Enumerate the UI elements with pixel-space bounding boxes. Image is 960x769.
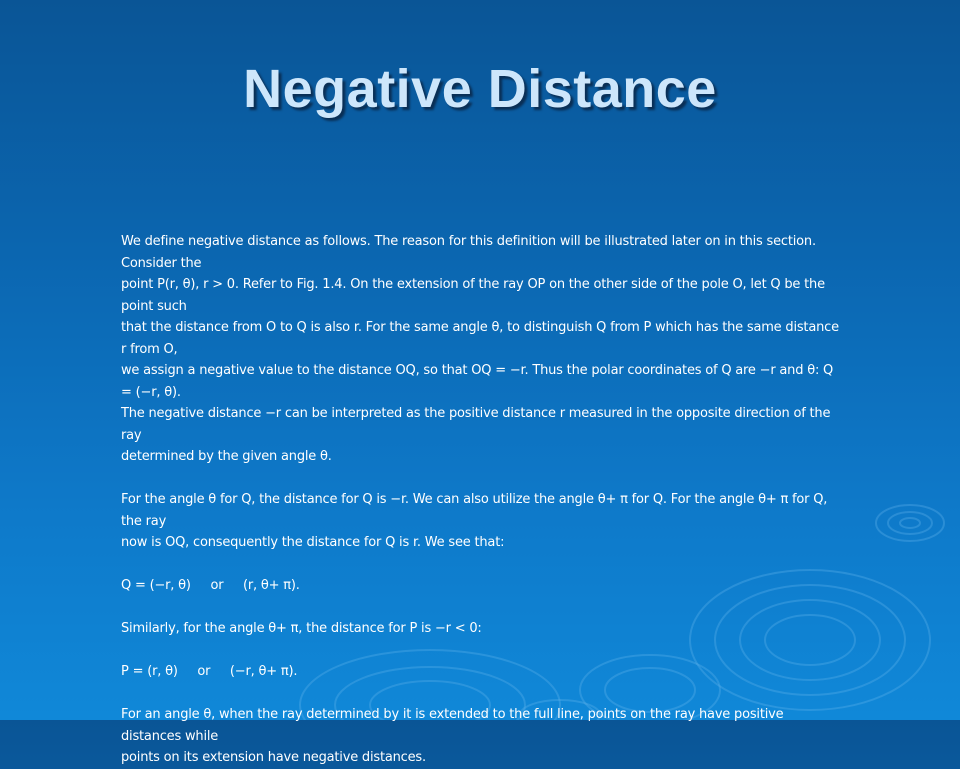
body-line: point P(r, θ), r > 0. Refer to Fig. 1.4. On the extension of the ray OP on the other side of the pole O, let Q be the point such — [121, 277, 825, 314]
slide-title: Negative Distance — [243, 59, 717, 119]
paragraph-spacer — [121, 597, 841, 619]
body-line: The negative distance −r can be interpreted as the positive distance r measured in the opposite direction of the ray — [121, 406, 831, 443]
paragraph-spacer — [121, 683, 841, 705]
paragraph-spacer — [121, 640, 841, 662]
body-line: we assign a negative value to the distance OQ, so that OQ = −r. Thus the polar coordinates of Q are −r and θ: Q = (−r, θ). — [121, 363, 834, 400]
body-line: determined by the given angle θ. — [121, 449, 332, 464]
body-line: We define negative distance as follows. The reason for this definition will be illustrated later on in this section. Consider the — [121, 234, 816, 271]
body-line: For an angle θ, when the ray determined by it is extended to the full line, points on the ray have positive distances while — [121, 707, 784, 744]
body-line: For the angle θ for Q, the distance for Q is −r. We can also utilize the angle θ+ π for Q. For the angle θ+ π for Q, the ray — [121, 492, 828, 529]
slide-body — [121, 231, 841, 769]
body-line: now is OQ, consequently the distance for Q is r. We see that: — [121, 535, 505, 550]
formula-q: Q = (−r, θ) or (r, θ+ π). — [121, 578, 300, 593]
body-line: Similarly, for the angle θ+ π, the distance for P is −r < 0: — [121, 621, 482, 636]
body-line: that the distance from O to Q is also r. For the same angle θ, to distinguish Q from P which has the same distance r from O, — [121, 320, 839, 357]
paragraph-spacer — [121, 468, 841, 490]
paragraph-spacer — [121, 554, 841, 576]
formula-p: P = (r, θ) or (−r, θ+ π). — [121, 664, 298, 679]
body-line: points on its extension have negative distances. — [121, 750, 426, 765]
